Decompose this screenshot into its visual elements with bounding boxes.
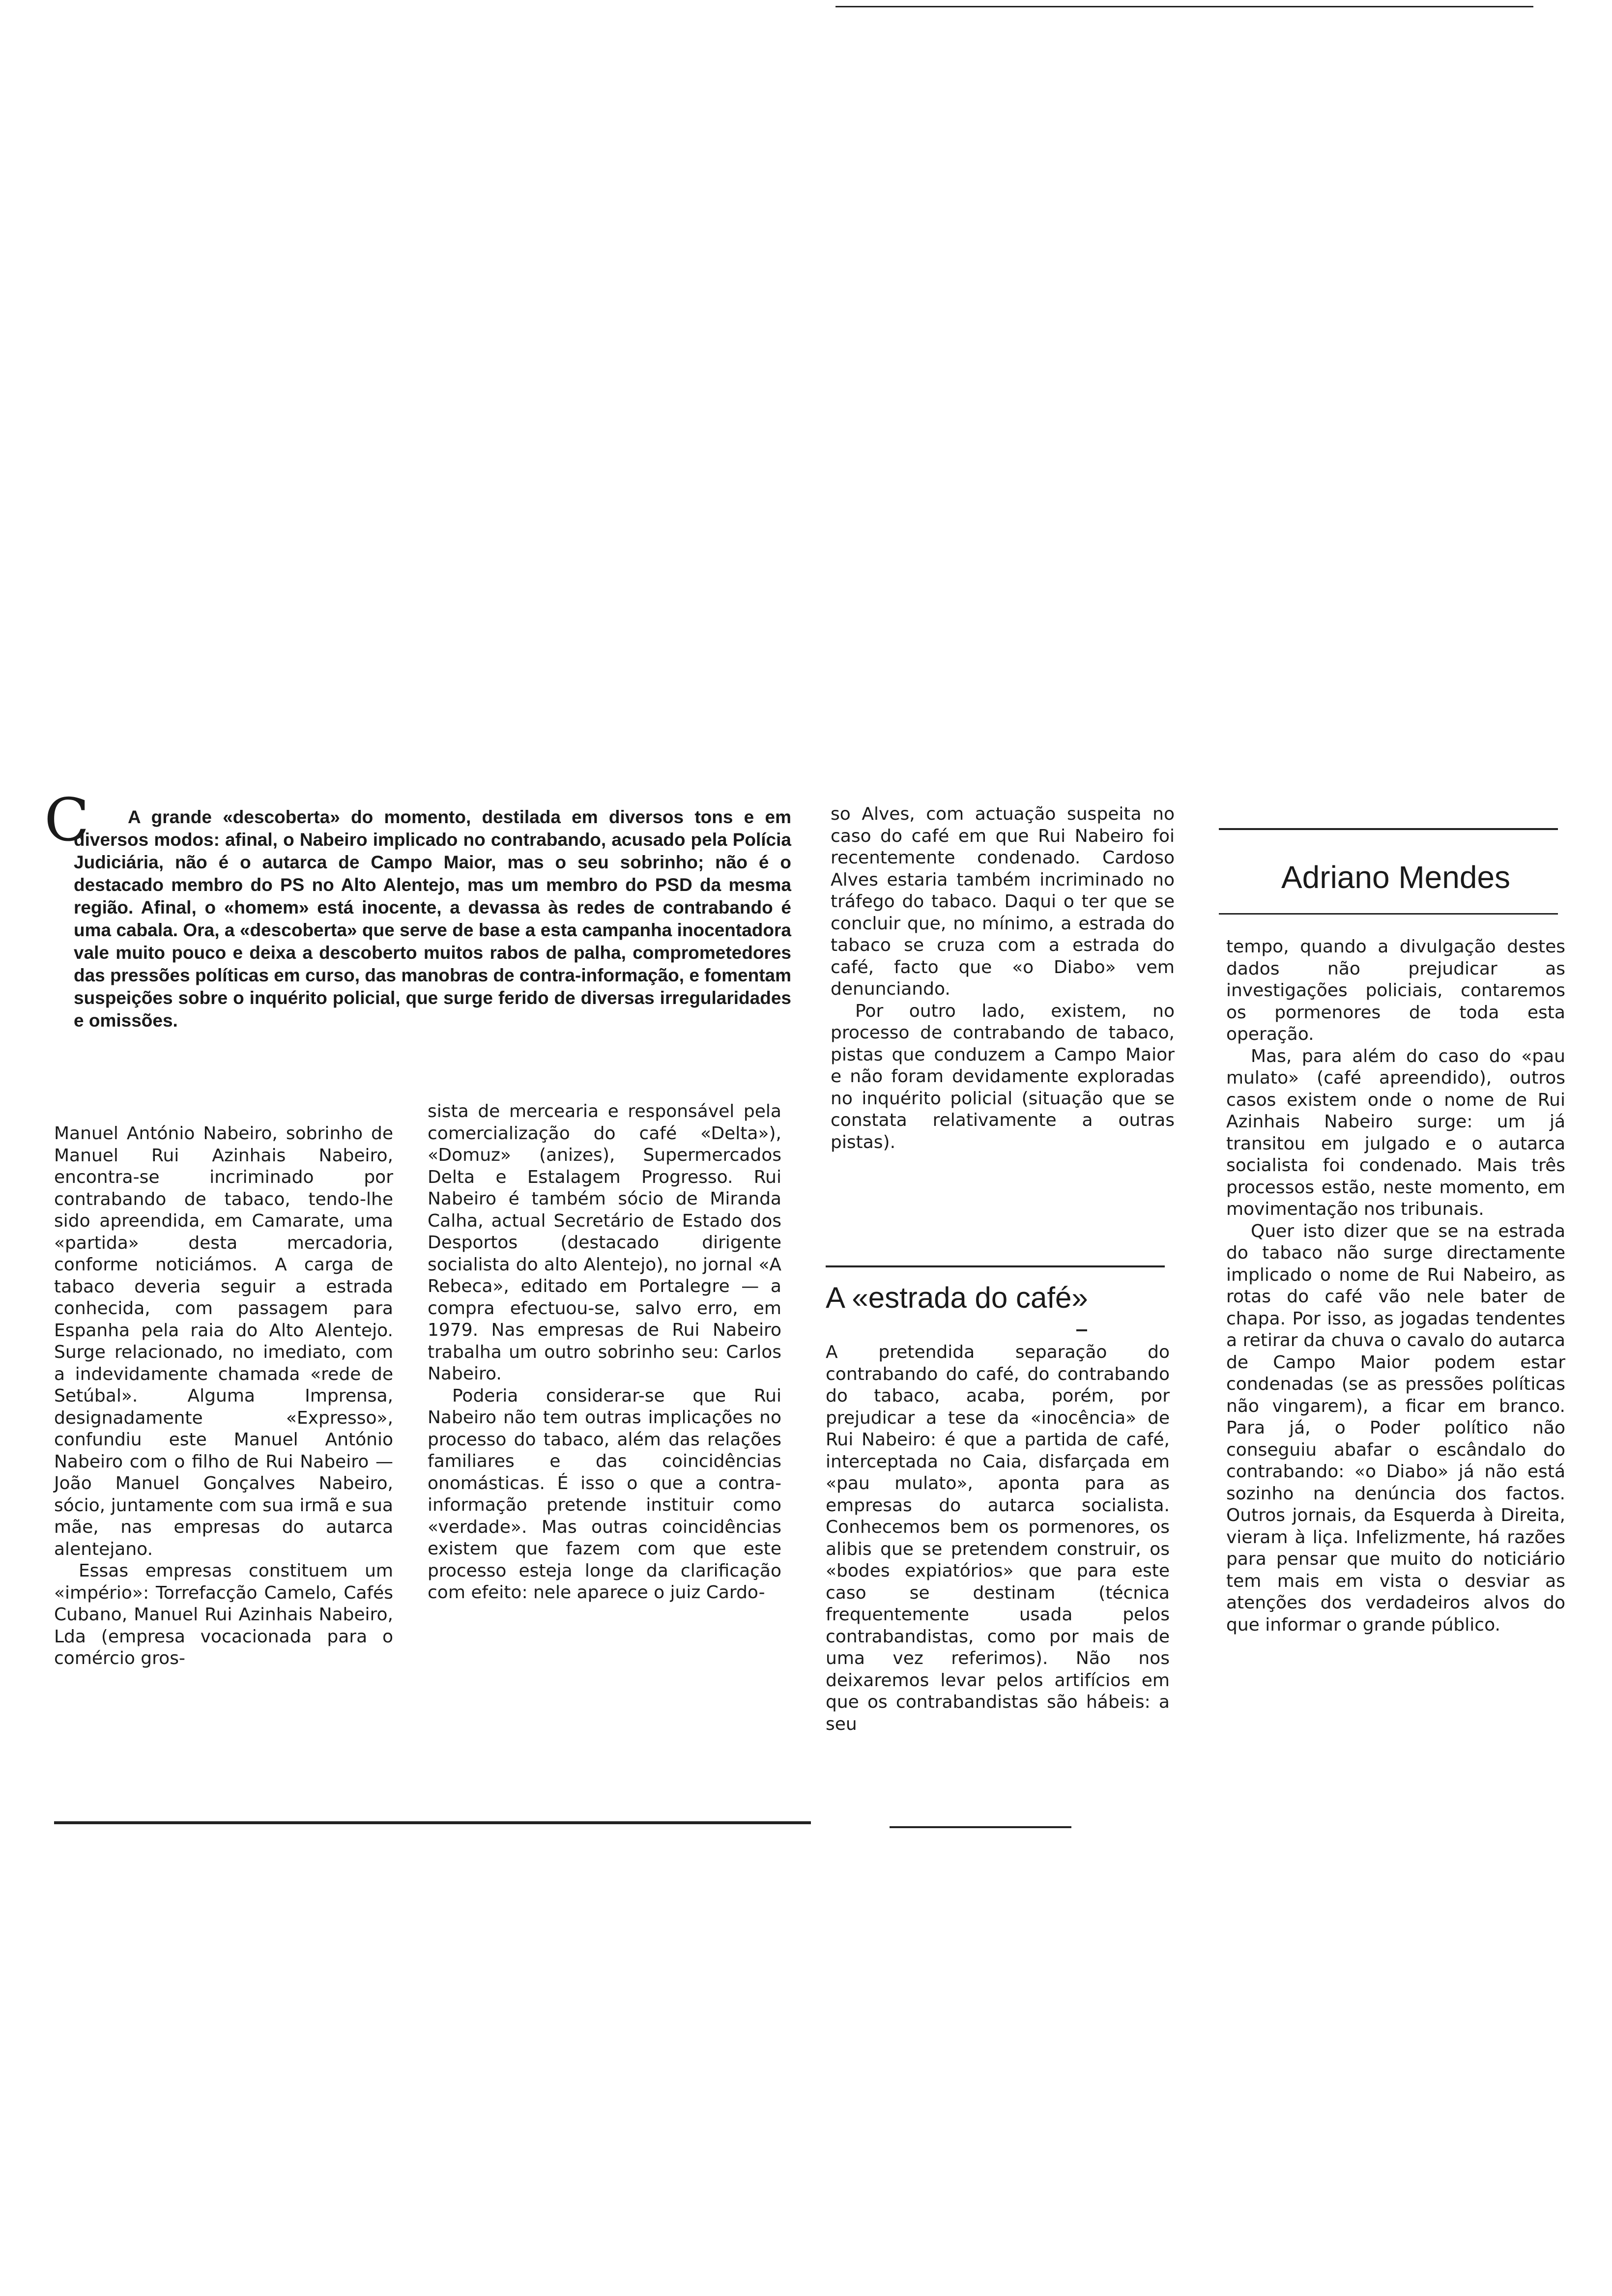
byline-rule-bottom — [1219, 913, 1558, 915]
paragraph: Por outro lado, existem, no processo de contrabando de tabaco, pistas que conduzem a Campo Maior e não foram devidamente exploradas no inquérito policial (situação que se constata relativamente a outras pistas). — [831, 1001, 1175, 1152]
byline: Adriano Mendes — [1281, 860, 1511, 895]
top-right-rule — [835, 6, 1533, 7]
bottom-rule-left — [54, 1821, 811, 1824]
paragraph: Quer isto dizer que se na estrada do tabaco não surge directamente implicado o nome de Rui Nabeiro, as rotas do café vão nele bater de chapa. Por isso, as jogadas tendentes a retirar da chuva o cavalo do autarca de Campo Maior podem estar condenadas (se as pressões políticas não vingarem), a ficar em branco. Para já, o Poder político não conseguiu abafar o escândalo do contrabando: «o Diabo» já não está sozinho na denúncia dos factos. Outros jornais, da Esquerda à Direita, vieram à liça. Infelizmente, há razões para pensar que muito do noticiário tem mais em vista o desviar as atenções dos verdadeiros alvos do que informar o grande público. — [1226, 1221, 1565, 1635]
column-3-top — [831, 804, 1175, 1153]
column-2 — [428, 1101, 781, 1604]
subheading-rule — [826, 1265, 1165, 1267]
paragraph: Poderia considerar-se que Rui Nabeiro não tem outras implicações no processo do tabaco, além das relações familiares e das coincidências onomásticas. É isso o que a contra-informação pretende instituir como «verdade». Mas outras coincidências existem que fazem com que este processo esteja longe da clarificação com efeito: nele aparece o juiz Cardo- — [428, 1385, 781, 1603]
paragraph: Manuel António Nabeiro, sobrinho de Manuel Rui Azinhais Nabeiro, encontra-se incriminado por contrabando de tabaco, tendo-lhe sido apreendida, em Camarate, uma «partida» desta mercadoria, conforme noticiámos. A carga de tabaco deveria seguir a estrada conhecida, com passagem para Espanha pela raia do Alto Alentejo. Surge relacionado, no imediato, com a indevidamente chamada «rede de Setúbal». Alguma Imprensa, designadamente «Expresso», confundiu este Manuel António Nabeiro com o filho de Rui Nabeiro — João Manuel Gonçalves Nabeiro, sócio, juntamente com sua irmã e sua mãe, nas empresas do autarca alentejano. — [54, 1123, 393, 1559]
paragraph: tempo, quando a divulgação destes dados não prejudicar as investigações policiais, contaremos os pormenores de toda esta operação. — [1226, 937, 1565, 1044]
byline-rule-top — [1219, 828, 1558, 830]
bottom-rule-middle — [890, 1826, 1071, 1828]
drop-cap: C — [44, 786, 89, 855]
paragraph: so Alves, com actuação suspeita no caso do café em que Rui Nabeiro foi recentemente condenado. Cardoso Alves estaria também incriminado no tráfego do tabaco. Daqui o ter que se concluir que, no mínimo, a estrada do tabaco se cruza com a estrada do café, facto que «o Diabo» vem denunciando. — [831, 804, 1175, 999]
subheading-dash — [1076, 1329, 1087, 1331]
paragraph: Mas, para além do caso do «pau mulato» (café apreendido), outros casos existem onde o nome de Rui Azinhais Nabeiro surge: um já transitou em julgado e o autarca socialista foi condenado. Mais três processos estão, neste momento, em movimentação nos tribunais. — [1226, 1046, 1565, 1219]
column-1 — [54, 1123, 393, 1670]
article-intro: A grande «descoberta» do momento, destilada em diversos tons e em diversos modos: afinal, o Nabeiro implicado no contrabando, acusado pela Polícia Judiciária, não é o autarca de Campo Maior, mas o seu sobrinho; não é o destacado membro do PS no Alto Alentejo, mas um membro do PSD da mesma região. Afinal, o «homem» está inocente, a devassa às redes de contrabando é uma cabala. Ora, a «descoberta» que serve de base a esta campanha inocentadora vale muito pouco e deixa a descoberto muitos rabos de palha, comprometedores das pressões políticas em curso, das manobras de contra-informação, e fomentam suspeições sobre o inquérito policial, que surge ferido de diversas irregularidades e omissões. — [74, 807, 791, 1031]
column-3-bottom — [826, 1342, 1170, 1735]
paragraph: A pretendida separação do contrabando do café, do contrabando do tabaco, acaba, porém, por prejudicar a tese da «inocência» de Rui Nabeiro: é que a partida de café, interceptada no Caia, disfarçada em «pau mulato», aponta para as empresas do autarca socialista. Conhecemos bem os pormenores, os alibis que se pretendem construir, os «bodes expiatórios» que para este caso se destinam (técnica frequentemente usada pelos contrabandistas, como por mais de uma vez referimos). Não nos deixaremos levar pelos artifícios em que os contrabandistas são hábeis: a seu — [826, 1342, 1170, 1734]
column-4 — [1226, 936, 1565, 1636]
paragraph: sista de mercearia e responsável pela comercialização do café «Delta»), «Domuz» (anizes), Supermercados Delta e Estalagem Progresso. Rui Nabeiro é também sócio de Miranda Calha, actual Secretário de Estado dos Desportos (destacado dirigente socialista do alto Alentejo), no jornal «A Rebeca», editado em Portalegre — a compra efectuou-se, salvo erro, em 1979. Nas empresas de Rui Nabeiro trabalha um outro sobrinho seu: Carlos Nabeiro. — [428, 1101, 781, 1384]
paragraph: Essas empresas constituem um «império»: Torrefacção Camelo, Cafés Cubano, Manuel Rui Azinhais Nabeiro, Lda (empresa vocacionada para o comércio gros- — [54, 1561, 393, 1668]
subheading: A «estrada do café» — [826, 1281, 1088, 1314]
